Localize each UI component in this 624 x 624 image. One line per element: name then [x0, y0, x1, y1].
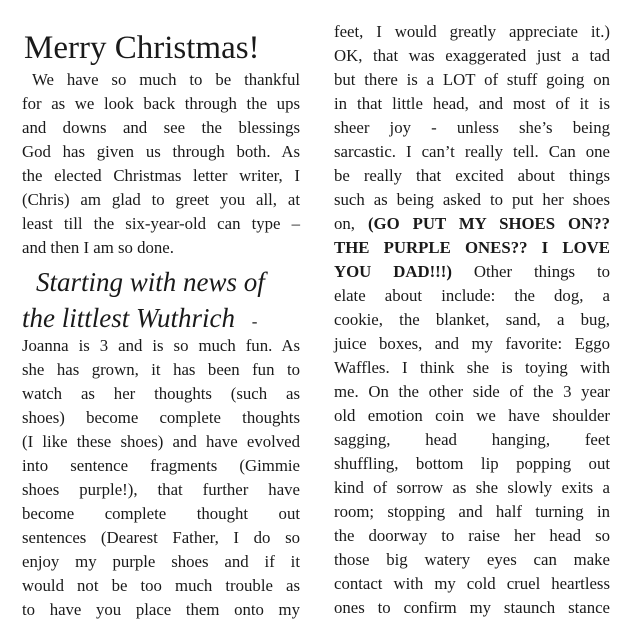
bold-quote-text: (GO PUT MY SHOES ON??	[367, 214, 610, 233]
letter-title: Merry Christmas!	[24, 30, 260, 66]
body-line: but there is a LOT of stuff going on	[334, 70, 610, 89]
subheading-dash: -	[251, 312, 258, 331]
intro-line: least till the six-year-old can type –	[22, 214, 300, 233]
body-line: room; stopping and half turning in	[334, 502, 610, 521]
body-line: would not be too much trouble as	[22, 576, 300, 595]
body-line: sentences (Dearest Father, I do so	[22, 528, 300, 547]
body-line: shuffling, bottom lip popping out	[334, 454, 610, 473]
body-line: feet, I would greatly appreciate it.)	[334, 22, 610, 41]
body-line: old emotion coin we have shoulder	[334, 406, 610, 425]
body-line: into sentence fragments (Gimmie	[22, 456, 300, 475]
intro-line: and downs and see the blessings	[22, 118, 300, 137]
body-line: elate about include: the dog, a	[334, 286, 610, 305]
body-line: sheer joy - unless she’s being	[334, 118, 610, 137]
body-line: sarcastic. I can’t really tell. Can one	[334, 142, 610, 161]
body-line: to have you place them onto my	[22, 600, 300, 619]
body-line: she has grown, it has been fun to	[22, 360, 300, 379]
body-line: (I like these shoes) and have evolved	[22, 432, 300, 451]
body-line: enjoy my purple shoes and if it	[22, 552, 300, 571]
subheading-line-1: Starting with news of	[36, 267, 265, 297]
quote-line	[334, 212, 610, 236]
body-line: shoes purple!), that further have	[22, 480, 300, 499]
body-line: ones to confirm my staunch stance	[334, 598, 610, 617]
intro-line: God has given us through both. As	[22, 142, 300, 161]
body-line: those big watery eyes can make	[334, 550, 610, 569]
body-line: Waffles. I think she is toying with	[334, 358, 610, 377]
intro-line: We have so much to be thankful	[32, 70, 300, 89]
body-text: on,	[334, 214, 355, 233]
intro-line: the elected Christmas letter writer, I	[22, 166, 300, 185]
body-line: become complete thought out	[22, 504, 300, 523]
body-line: contact with my cold cruel heartless	[334, 574, 610, 593]
subheading-line-2	[22, 298, 300, 338]
body-text: Other things to	[473, 262, 610, 281]
body-line: shoes) become complete thoughts	[22, 408, 300, 427]
intro-line: for as we look back through the ups	[22, 94, 300, 113]
body-line: in that little head, and most of it is	[334, 94, 610, 113]
quote-line	[334, 236, 610, 260]
quote-line	[334, 260, 610, 284]
body-line: be really that excited about things	[334, 166, 610, 185]
bold-quote-text: YOU DAD!!!)	[334, 262, 452, 281]
body-line: cookie, the blanket, sand, a bug,	[334, 310, 610, 329]
body-line: the doorway to raise her head so	[334, 526, 610, 545]
body-line: such as being asked to put her shoes	[334, 190, 610, 209]
intro-line: and then I am so done.	[22, 238, 174, 257]
body-line: Joanna is 3 and is so much fun. As	[22, 336, 300, 355]
body-line: juice boxes, and my favorite: Eggo	[334, 334, 610, 353]
intro-line: (Chris) am glad to greet you all, at	[22, 190, 300, 209]
body-line: me. On the other side of the 3 year	[334, 382, 610, 401]
body-line: kind of sorrow as she slowly exits a	[334, 478, 610, 497]
body-line: sagging, head hanging, feet	[334, 430, 610, 449]
subheading-text: the littlest Wuthrich	[22, 303, 235, 333]
body-line: OK, that was exaggerated just a tad	[334, 46, 610, 65]
body-line: watch as her thoughts (such as	[22, 384, 300, 403]
bold-quote-text: THE PURPLE ONES?? I LOVE	[334, 238, 610, 257]
